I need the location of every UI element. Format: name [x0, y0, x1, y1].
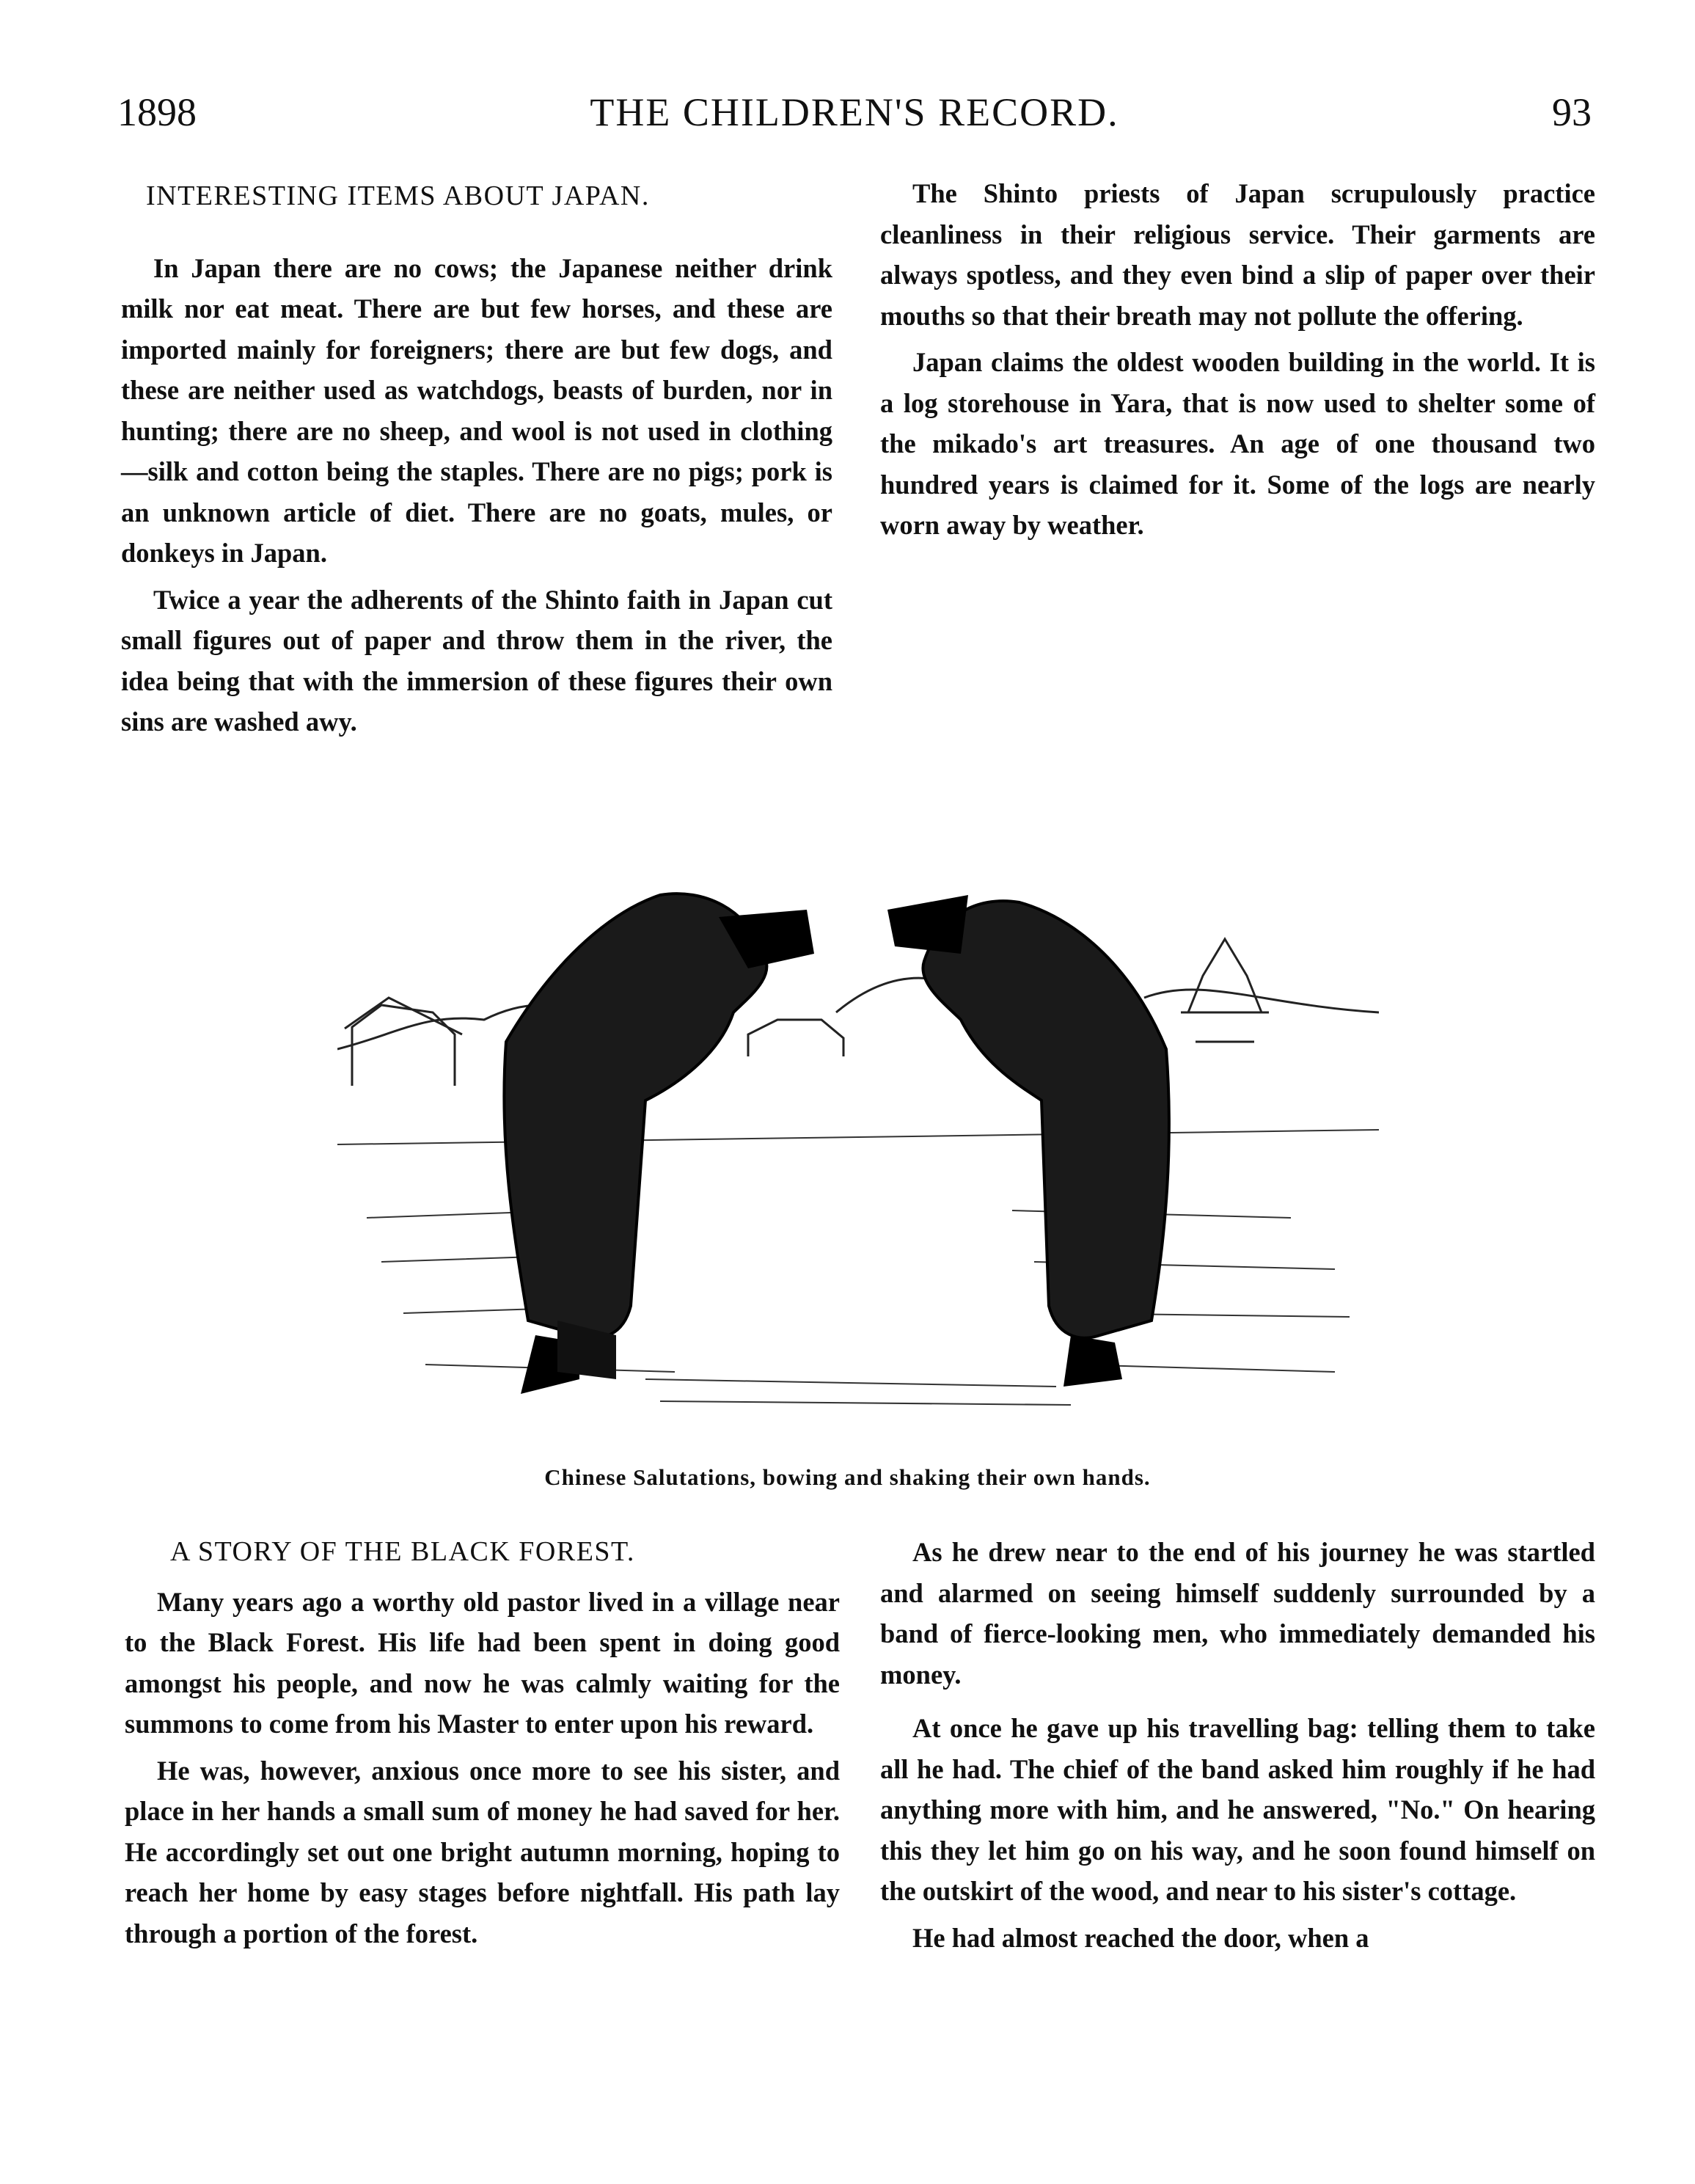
horizon-line: [337, 1130, 1379, 1144]
japan-article-right-column: [880, 173, 1595, 546]
pagoda-tiers: [1181, 1012, 1269, 1042]
forest-paragraph-4: At once he gave up his travelling bag: telling them to take all he had. The chief of the band asked him roughly if he had anything more with him, and he answered, "No." On hearing this they let him go on his way, and he soon found himself on the outskirt of the wood, and near to his sister's cottage.: [880, 1713, 1595, 1906]
japan-paragraph-2: Twice a year the adherents of the Shinto faith in Japan cut small figures out of paper and throw them in the river, the idea being that with the immersion of these figures their own sins are washed awy.: [121, 584, 832, 737]
page-number: 93: [1552, 90, 1592, 134]
header-year: 1898: [117, 90, 197, 134]
japan-article-heading: INTERESTING ITEMS ABOUT JAPAN.: [146, 180, 650, 211]
ground-hatching-center: [645, 1379, 1071, 1405]
japan-article-left-column: [121, 176, 832, 742]
header-title: THE CHILDREN'S RECORD.: [590, 90, 1119, 134]
forest-paragraph-5: He had almost reached the door, when a: [912, 1922, 1369, 1953]
hill-line-right: [1144, 990, 1379, 1012]
forest-paragraph-3: As he drew near to the end of his journey he was startled and alarmed on seeing himself suddenly surrounded by a band of fierce-looking men, who immediately demanded his money.: [880, 1537, 1595, 1690]
forest-paragraph-1: Many years ago a worthy old pastor lived in a village near to the Black Forest. His life had been spent in doing good amongst his people, and now he was calmly waiting for the summons to come from his Master to enter upon his reward.: [125, 1586, 840, 1739]
pagoda: [1188, 939, 1262, 1012]
page-header: [117, 87, 1592, 145]
bowing-men-illustration: [337, 866, 1379, 1431]
forest-story-left-column: [125, 1532, 840, 1954]
left-bowing-figure: [504, 894, 814, 1394]
illustration-caption: Chinese Salutations, bowing and shaking their own hands.: [544, 1464, 1151, 1490]
japan-paragraph-4: Japan claims the oldest wooden building in the world. It is a log storehouse in Yara, that is now used to shelter some of the mikado's art treasures. An age of one thousand two hundred years is claimed for it. Some of the logs are nearly worn away by weather.: [880, 347, 1595, 540]
forest-paragraph-2: He was, however, anxious once more to see his sister, and place in her hands a small sum of money he had saved for her. He accordingly set out one bright autumn morning, hoping to reach her home by easy stages before nightfall. His path lay through a portion of the forest.: [125, 1755, 840, 1949]
house-left: [352, 1005, 455, 1086]
house-center: [748, 1020, 843, 1056]
japan-paragraph-3: The Shinto priests of Japan scrupulously practice cleanliness in their religious service. Their garments are always spotless, and they even bind a slip of paper over their mouths so that their breath may not pollute the offering.: [880, 178, 1595, 331]
forest-story-heading: A STORY OF THE BLACK FOREST.: [170, 1536, 635, 1567]
right-figure-hat: [887, 895, 968, 954]
japan-paragraph-1: In Japan there are no cows; the Japanese neither drink milk nor eat meat. There are but few horses, and these are imported mainly for foreigners; there are but few dogs, and these are neither used as watchdogs, beasts of burden, nor in hunting; there are no sheep, and wool is not used in clothing —silk and cotton being the staples. There are no pigs; pork is an unknown article of diet. There are no goats, mules, or donkeys in Japan.: [121, 252, 832, 568]
forest-story-right-column: [880, 1532, 1595, 1958]
right-bowing-figure: [887, 895, 1169, 1387]
right-figure-feet: [1064, 1335, 1122, 1387]
